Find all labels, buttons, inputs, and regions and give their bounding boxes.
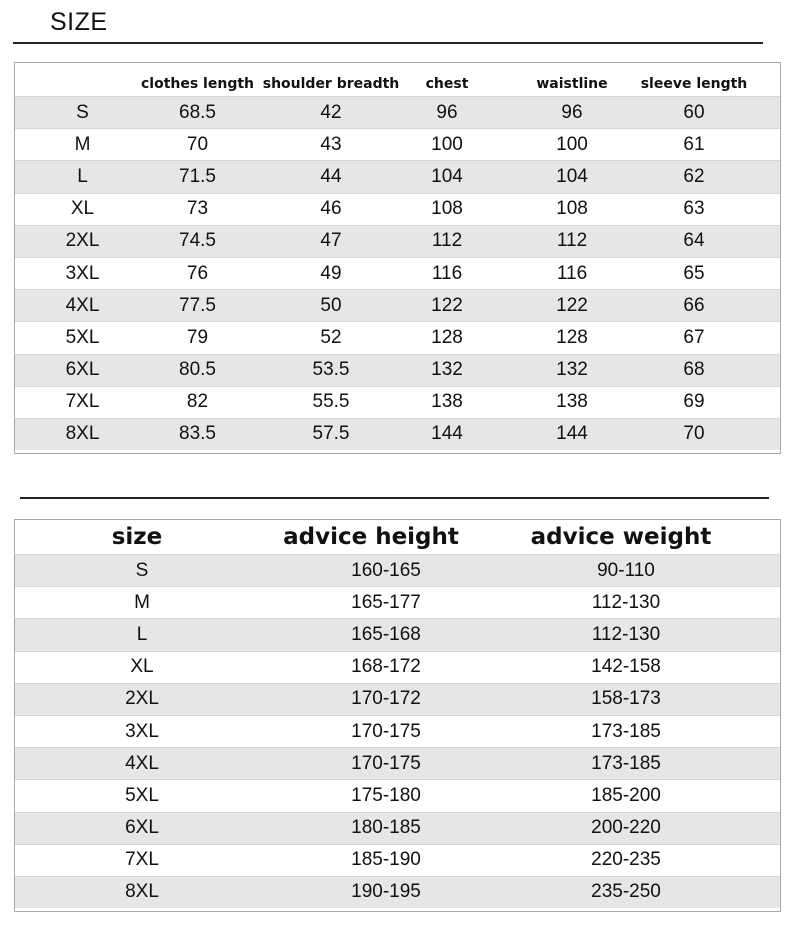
cell-advice-weight: 142-158 [591,656,661,678]
cell-clothes-length: 82 [186,391,209,413]
cell-advice-height: 160-165 [351,559,421,581]
cell-advice-weight: 112-130 [591,623,661,645]
cell-shoulder-breadth: 47 [320,230,342,252]
size-chart-table [14,62,781,454]
table-row [15,386,780,418]
cell-size: S [135,559,149,581]
cell-clothes-length: 74.5 [179,230,216,252]
cell-sleeve-length: 67 [683,326,705,348]
table-row [15,554,780,586]
cell-waistline: 96 [561,101,583,123]
cell-size: 5XL [65,326,100,348]
cell-clothes-length: 73 [186,198,209,220]
cell-chest: 122 [431,294,463,316]
cell-size: 4XL [125,752,159,774]
cell-sleeve-length: 69 [683,391,705,413]
cell-clothes-length: 77.5 [179,294,216,316]
cell-chest: 132 [431,359,463,381]
cell-clothes-length: 71.5 [179,165,216,187]
cell-size: XL [130,656,154,678]
table-row [15,715,780,747]
cell-shoulder-breadth: 43 [320,133,342,155]
cell-chest: 96 [436,101,458,123]
header-cell-size [15,63,150,96]
table-row [15,128,780,160]
cell-shoulder-breadth: 52 [320,326,342,348]
cell-waistline: 132 [556,359,588,381]
table-row [15,586,780,618]
cell-sleeve-length: 63 [683,198,705,220]
cell-advice-weight: 185-200 [591,784,661,806]
cell-advice-height: 190-195 [351,881,421,903]
cell-shoulder-breadth: 53.5 [312,359,350,381]
cell-advice-weight: 112-130 [591,591,661,613]
cell-size: 7XL [65,391,100,413]
table-row [15,257,780,289]
cell-waistline: 112 [556,230,588,252]
page-title: SIZE [50,8,108,36]
cell-waistline: 116 [556,262,588,284]
header-cell-advice-weight: advice weight [530,524,712,550]
cell-clothes-length: 83.5 [179,423,216,445]
cell-waistline: 128 [556,326,588,348]
table-row [15,354,780,386]
cell-size: L [77,165,88,187]
cell-shoulder-breadth: 46 [320,198,342,220]
cell-advice-height: 180-185 [351,817,421,839]
cell-advice-weight: 220-235 [591,849,661,871]
cell-chest: 108 [431,198,463,220]
cell-waistline: 122 [556,294,588,316]
cell-size: 2XL [65,230,100,252]
cell-advice-weight: 173-185 [591,752,661,774]
cell-sleeve-length: 62 [683,165,705,187]
advice-chart-table [14,519,781,912]
cell-size: 2XL [125,688,159,710]
header-cell-size: size [111,524,163,550]
cell-clothes-length: 76 [186,262,209,284]
table-row [15,683,780,715]
header-cell-sleeve-length: sleeve length [640,75,748,92]
table-row [15,193,780,225]
cell-chest: 112 [431,230,463,252]
cell-sleeve-length: 66 [683,294,705,316]
cell-sleeve-length: 65 [683,262,705,284]
table-row [15,225,780,257]
table-row [15,844,780,876]
cell-sleeve-length: 61 [683,133,705,155]
size-chart-header [15,63,780,96]
cell-chest: 116 [431,262,463,284]
cell-chest: 104 [431,165,463,187]
cell-size: 6XL [125,817,159,839]
cell-size: M [134,591,150,613]
cell-advice-weight: 173-185 [591,720,661,742]
cell-sleeve-length: 68 [683,359,705,381]
cell-size: 8XL [125,881,159,903]
cell-advice-height: 170-175 [351,752,421,774]
cell-chest: 138 [431,391,463,413]
cell-shoulder-breadth: 44 [320,165,342,187]
cell-waistline: 108 [556,198,588,220]
cell-size: 8XL [65,423,100,445]
table-row [15,289,780,321]
cell-waistline: 138 [556,391,588,413]
cell-size: S [76,101,89,123]
cell-size: 4XL [65,294,100,316]
cell-advice-height: 165-168 [351,623,421,645]
cell-shoulder-breadth: 42 [320,101,342,123]
table-row [15,876,780,908]
header-cell-chest: chest [425,75,469,92]
table-row [15,812,780,844]
cell-advice-weight: 235-250 [591,881,661,903]
cell-waistline: 144 [556,423,588,445]
table-row [15,321,780,353]
cell-shoulder-breadth: 57.5 [312,423,350,445]
cell-shoulder-breadth: 55.5 [312,391,350,413]
cell-clothes-length: 70 [186,133,209,155]
cell-clothes-length: 80.5 [179,359,216,381]
cell-waistline: 104 [556,165,588,187]
cell-sleeve-length: 70 [683,423,705,445]
header-cell-shoulder-breadth: shoulder breadth [262,75,400,92]
cell-advice-height: 175-180 [351,784,421,806]
cell-waistline: 100 [556,133,588,155]
section-divider [20,497,769,499]
cell-sleeve-length: 64 [683,230,705,252]
table-row [15,96,780,128]
cell-advice-height: 165-177 [351,591,421,613]
table-row [15,779,780,811]
cell-size: 7XL [125,849,159,871]
header-cell-waistline: waistline [536,75,608,92]
cell-advice-height: 170-172 [351,688,421,710]
cell-chest: 100 [431,133,463,155]
table-row [15,418,780,450]
cell-size: M [74,133,91,155]
cell-advice-height: 185-190 [351,849,421,871]
title-divider [13,42,763,44]
cell-size: 3XL [65,262,100,284]
cell-advice-weight: 200-220 [591,817,661,839]
table-row [15,160,780,192]
cell-size: XL [70,198,95,220]
header-cell-advice-height: advice height [283,524,459,550]
cell-clothes-length: 68.5 [179,101,216,123]
cell-sleeve-length: 60 [683,101,705,123]
cell-size: 5XL [125,784,159,806]
cell-chest: 144 [431,423,463,445]
cell-advice-weight: 90-110 [597,559,655,581]
cell-size: 6XL [65,359,100,381]
cell-shoulder-breadth: 49 [320,262,342,284]
advice-chart-header [15,520,780,554]
cell-advice-height: 168-172 [351,656,421,678]
table-row [15,651,780,683]
cell-advice-weight: 158-173 [591,688,661,710]
table-row [15,747,780,779]
cell-advice-height: 170-175 [351,720,421,742]
cell-size: L [136,623,148,645]
cell-clothes-length: 79 [186,326,209,348]
cell-shoulder-breadth: 50 [320,294,342,316]
cell-chest: 128 [431,326,463,348]
cell-size: 3XL [125,720,159,742]
header-cell-clothes-length: clothes length [140,75,255,92]
table-row [15,618,780,650]
